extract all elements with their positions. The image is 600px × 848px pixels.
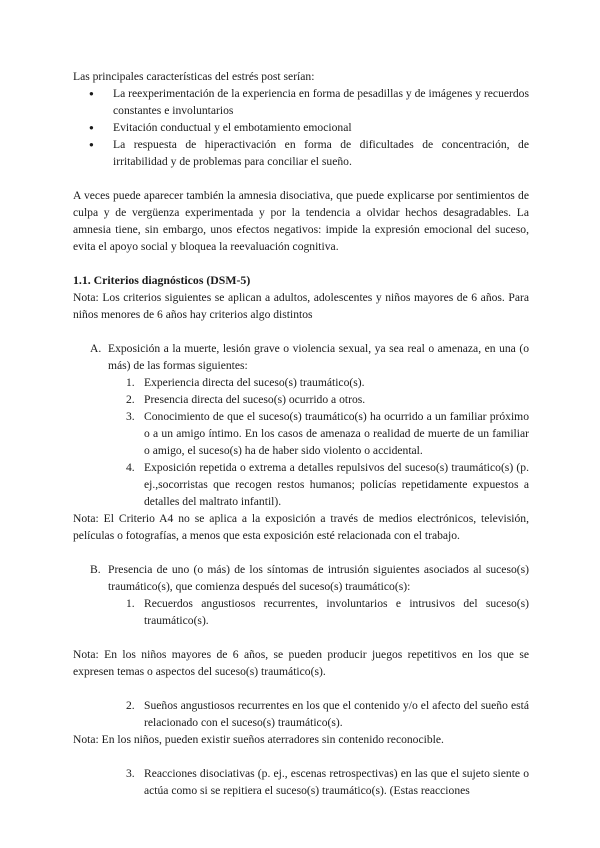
criterion-b-text: Presencia de uno (o más) de los síntomas de intrusión siguientes asociados al suceso(s) traumático(s), que comienza después del suceso(s) traumático(s): bbox=[108, 563, 529, 593]
document-body bbox=[73, 68, 529, 799]
criterion-b-note-1: Nota: En los niños mayores de 6 años, se pueden producir juegos repetitivos en los que se expresen temas o aspectos del suceso(s) traumático(s). bbox=[73, 648, 529, 678]
criterion-a-item: 3. Conocimiento de que el suceso(s) traumático(s) ha ocurrido a un familiar próximo o a un amigo íntimo. En los casos de amenaza o realidad de muerte de un familiar o amigo, el suceso(s) ha de haber sido violento o accidental. bbox=[126, 410, 529, 457]
list-item: ● Evitación conductual y el embotamiento emocional bbox=[89, 121, 352, 134]
list-item: ● La respuesta de hiperactivación en forma de dificultades de concentración, de irritabilidad y de problemas para conciliar el sueño. bbox=[89, 138, 529, 168]
characteristics-list bbox=[73, 85, 529, 170]
criterion-b-note-2: Nota: En los niños, pueden existir sueños aterradores sin contenido reconocible. bbox=[73, 733, 444, 746]
section-note: Nota: Los criterios siguientes se aplican a adultos, adolescentes y niños mayores de 6 años. Para niños menores de 6 años hay criterios algo distintos bbox=[73, 291, 529, 321]
criterion-a-item: 2. Presencia directa del suceso(s) ocurrido a otros. bbox=[126, 393, 366, 406]
criterion-a-item: 4. Exposición repetida o extrema a detalles repulsivos del suceso(s) traumático(s) (p. ej.,socorristas que recogen restos humanos; policías repetidamente expuestos a detalles del maltrato infantil). bbox=[126, 461, 529, 508]
intro-line: Las principales características del estrés post serían: bbox=[73, 70, 315, 83]
criterion-a-text: Exposición a la muerte, lesión grave o violencia sexual, ya sea real o amenaza, en una (o más) de las formas siguientes: bbox=[108, 342, 529, 372]
criterion-a-note: Nota: El Criterio A4 no se aplica a la exposición a través de medios electrónicos, televisión, películas o fotografías, a menos que esta exposición esté relacionada con el trabajo. bbox=[73, 512, 529, 542]
criterion-a bbox=[73, 340, 529, 374]
criterion-a-item: 1. Experiencia directa del suceso(s) traumático(s). bbox=[126, 376, 365, 389]
amnesia-paragraph: A veces puede aparecer también la amnesia disociativa, que puede explicarse por sentimientos de culpa y de vergüenza experimentada y por la tendencia a olvidar hechos desagradables. La amnesia tiene, sin embargo, unos efectos negativos: impide la expresión emocional del suceso, evita el apoyo social y bloquea la reevaluación cognitiva. bbox=[73, 189, 529, 253]
bullet-icon: ● bbox=[89, 140, 94, 149]
criterion-b-item: 3. Reacciones disociativas (p. ej., escenas retrospectivas) en las que el sujeto siente o actúa como si se repitiera el suceso(s) traumático(s). (Estas reacciones bbox=[126, 767, 529, 797]
section-heading: 1.1. Criterios diagnósticos (DSM-5) bbox=[73, 273, 251, 287]
criterion-b bbox=[73, 561, 529, 595]
criterion-a-marker: A. bbox=[90, 342, 102, 355]
criterion-b-item: 1. Recuerdos angustiosos recurrentes, involuntarios e intrusivos del suceso(s) traumático(s). bbox=[126, 597, 529, 627]
criterion-b-item: 2. Sueños angustiosos recurrentes en los que el contenido y/o el afecto del sueño está relacionado con el suceso(s) traumático(s). bbox=[126, 699, 529, 729]
list-item: ● La reexperimentación de la experiencia en forma de pesadillas y de imágenes y recuerdos constantes e involuntarios bbox=[89, 87, 529, 117]
criterion-b-marker: B. bbox=[90, 563, 101, 576]
bullet-icon: ● bbox=[89, 89, 94, 98]
bullet-icon: ● bbox=[89, 123, 94, 132]
